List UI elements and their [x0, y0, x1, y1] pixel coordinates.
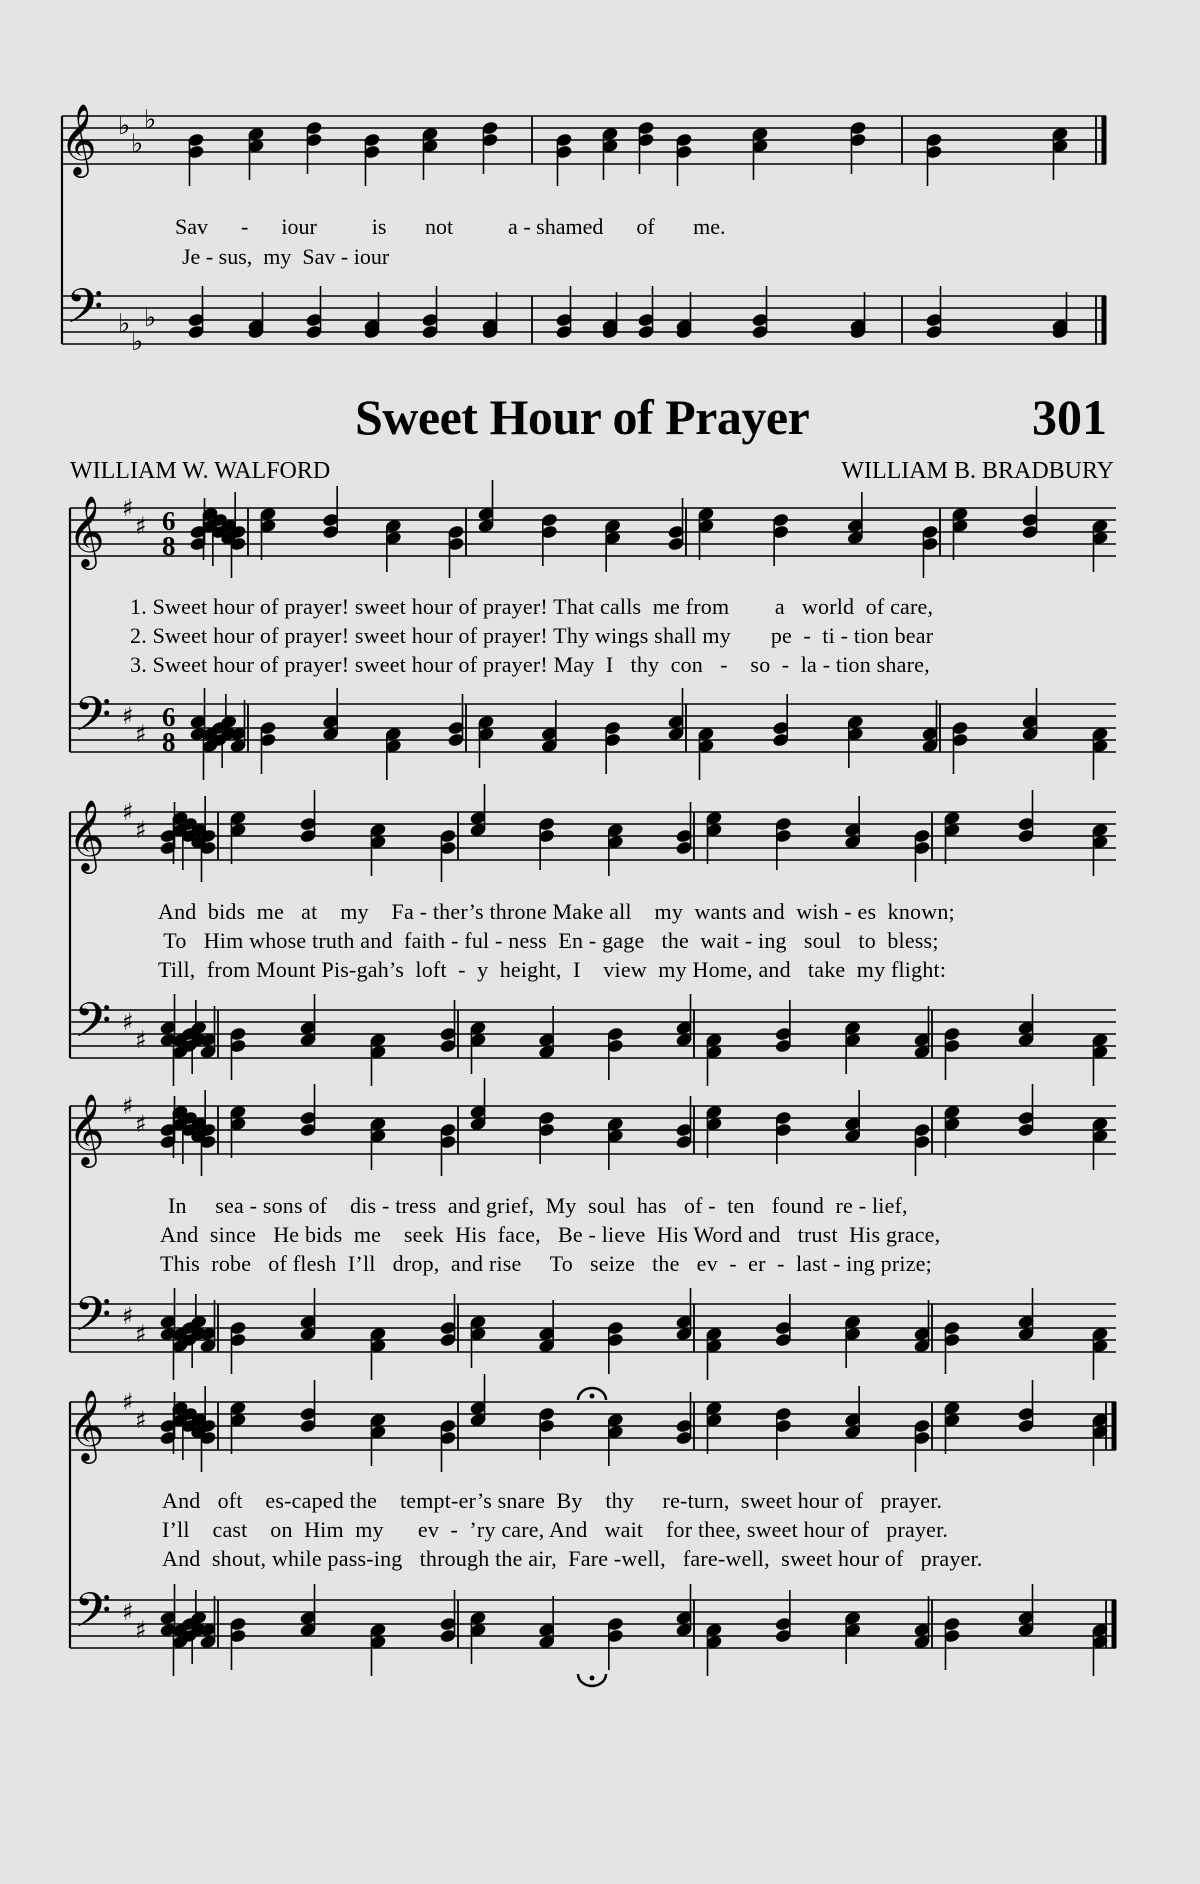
hymn-title: Sweet Hour of Prayer [355, 389, 810, 445]
time-signature-bottom: 8 [162, 531, 176, 561]
sharp-sign: ♯ [122, 798, 134, 826]
sharp-sign: ♯ [122, 1092, 134, 1120]
sharp-sign: ♯ [135, 1110, 147, 1138]
bass-clef: 𝄢 [74, 1582, 112, 1650]
verse-3-line-2: Till, from Mount Pis-gah’s loft - y height, I view my Home, and take my flight: [158, 957, 947, 982]
sharp-sign: ♯ [135, 720, 147, 748]
sharp-sign: ♯ [122, 1388, 134, 1416]
bass-clef: 𝄢 [74, 1286, 112, 1354]
treble-clef: 𝄞 [68, 1092, 105, 1165]
flat-sign: ♭ [131, 327, 144, 357]
previous-hymn-lyric-line-2: Je - sus, my Sav - iour [182, 244, 390, 269]
verse-1-line-1: 1. Sweet hour of prayer! sweet hour of prayer! That calls me from a world of care, [130, 594, 934, 619]
treble-clef: 𝄞 [68, 494, 105, 567]
flat-sign: ♭ [131, 129, 144, 159]
verse-1-line-3: In sea - sons of dis - tress and grief, My soul has of - ten found re - lief, [168, 1193, 908, 1218]
bass-clef: 𝄢 [74, 686, 112, 754]
sharp-sign: ♯ [122, 494, 134, 522]
sharp-sign: ♯ [122, 1008, 134, 1036]
verse-2-line-4: I’ll cast on Him my ev - ’ry care, And wait for thee, sweet hour of prayer. [162, 1517, 949, 1542]
verse-1-line-4: And oft es-caped the tempt-er’s snare By thy re-turn, sweet hour of prayer. [162, 1488, 943, 1513]
verse-2-line-2: To Him whose truth and faith - ful - ness En - gage the wait - ing soul to bless; [158, 928, 939, 953]
sharp-sign: ♯ [135, 816, 147, 844]
hymn-number: 301 [1032, 389, 1107, 445]
bass-clef: 𝄢 [74, 992, 112, 1060]
flat-sign: ♭ [118, 111, 131, 141]
verse-2-line-1: 2. Sweet hour of prayer! sweet hour of prayer! Thy wings shall my pe - ti - tion bear [130, 623, 934, 648]
flat-sign: ♭ [144, 303, 157, 333]
time-signature-top: 6 [162, 506, 176, 536]
verse-3-line-3: This robe of flesh I’ll drop, and rise To seize the ev - er - last - ing prize; [160, 1251, 932, 1276]
composer-credit: WILLIAM B. BRADBURY [841, 458, 1114, 484]
sharp-sign: ♯ [135, 1406, 147, 1434]
previous-hymn-lyric-line-1: Sav - iour is not a - shamed of me. [175, 214, 726, 239]
fermata-dot [590, 1676, 595, 1681]
flat-sign: ♭ [118, 309, 131, 339]
verse-2-line-3: And since He bids me seek His face, Be - lieve His Word and trust His grace, [160, 1222, 941, 1247]
sharp-sign: ♯ [122, 1598, 134, 1626]
verse-3-line-4: And shout, while pass-ing through the air, Fare -well, fare-well, sweet hour of prayer. [162, 1546, 983, 1571]
time-signature-bottom: 8 [162, 727, 176, 757]
verse-1-line-2: And bids me at my Fa - ther’s throne Make all my wants and wish - es known; [158, 899, 955, 924]
sharp-sign: ♯ [135, 1026, 147, 1054]
verse-3-line-1: 3. Sweet hour of prayer! sweet hour of prayer! May I thy con - so - la - tion share, [130, 652, 930, 677]
sharp-sign: ♯ [135, 512, 147, 540]
treble-clef: 𝄞 [68, 798, 105, 871]
treble-clef: 𝄞 [60, 102, 97, 175]
lyricist-credit: WILLIAM W. WALFORD [70, 458, 331, 484]
bass-clef: 𝄢 [66, 278, 104, 346]
sharp-sign: ♯ [135, 1616, 147, 1644]
time-signature-top: 6 [162, 702, 176, 732]
fermata-dot [590, 1394, 595, 1399]
sharp-sign: ♯ [122, 702, 134, 730]
sharp-sign: ♯ [122, 1302, 134, 1330]
flat-sign: ♭ [144, 105, 157, 135]
treble-clef: 𝄞 [68, 1388, 105, 1461]
sharp-sign: ♯ [135, 1320, 147, 1348]
